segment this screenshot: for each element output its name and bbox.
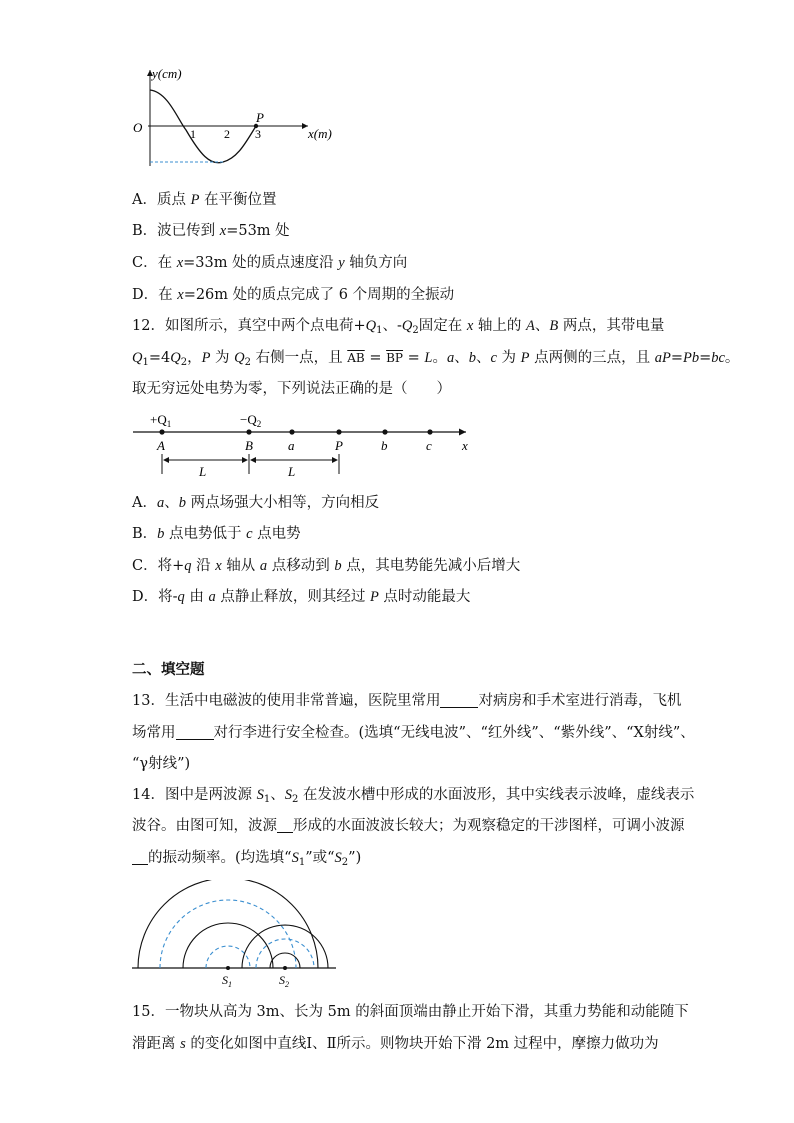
- label-P: P: [335, 438, 343, 453]
- label-small-b: b: [381, 438, 388, 453]
- q12-option-c: C．将+q 沿 x 轴从 a 点移动到 b 点，其电势能先减小后增大: [132, 558, 521, 574]
- q12-option-b: B．b 点电势低于 c 点电势: [132, 526, 301, 542]
- charges-axis-figure: [128, 408, 478, 480]
- q15-line2: 滑距离 s 的变化如图中直线Ⅰ、Ⅱ所示。则物块开始下滑 2m 过程中，摩擦力做功为: [132, 1036, 659, 1052]
- point-b-dot: [246, 429, 251, 434]
- q14-line3: 的振动频率。(均选填“$S_1$”或“$S_2$”): [132, 848, 361, 873]
- s2-label: $S_2$: [279, 973, 289, 989]
- point-a-dot: [159, 429, 164, 434]
- q12-stem-line1: 12．如图所示，真空中两个点电荷$+Q_1$、$-Q_2$固定在 x 轴上的 A、B 两点，其带电量: [132, 318, 665, 336]
- q14-blank-2[interactable]: [132, 850, 148, 865]
- tick-label-1: 1: [190, 127, 196, 141]
- q14-line1: 14．图中是两波源 $S_1$、$S_2$ 在发波水槽中形成的水面波形，其中实线表示波峰，虚线表示: [132, 787, 695, 805]
- label-small-a: a: [288, 438, 295, 453]
- point-p-dot: [336, 429, 341, 434]
- label-x: x: [462, 438, 468, 453]
- section-heading: 二、填空题: [132, 662, 205, 678]
- q12-stem-line2: $Q_1=4Q_2$，P 为 $Q_2$ 右侧一点，且 $\overline{AB} = \overline{BP} = L$。a、b、c 为 P 点两侧的三点，且 aP=Pb=bc。: [132, 350, 740, 368]
- point-p-label: P: [256, 110, 264, 125]
- q14-line2: 波谷。由图可知，波源 形成的水面波波长较大；为观察稳定的干涉图样，可调小波源: [132, 818, 685, 834]
- label-A: A: [157, 438, 165, 453]
- q12-option-a: A．a、b 两点场强大小相等，方向相反: [132, 495, 380, 511]
- label-minus-q2: $-Q_2$: [240, 412, 262, 429]
- label-L-bp: L: [288, 464, 296, 479]
- q13-line2: 场常用 对行李进行安全检查。(选填“无线电波”、“红外线”、“紫外线”、“X射线”、: [132, 725, 695, 741]
- q13-blank-1[interactable]: [440, 693, 478, 708]
- s1-label: $S_1$: [222, 973, 232, 989]
- q15-line1: 15．一物块从高为 3m、长为 5m 的斜面顶端由静止开始下滑，其重力势能和动能随下: [132, 1004, 689, 1020]
- q13-blank-2[interactable]: [176, 725, 214, 740]
- q14-blank-1[interactable]: [277, 818, 293, 833]
- tick-label-2: 2: [224, 127, 230, 141]
- tick-label-3: 3: [255, 127, 261, 141]
- label-B: B: [245, 438, 253, 453]
- q12-stem-line3: 取无穷远处电势为零，下列说法正确的是（ ）: [132, 381, 451, 397]
- y-axis-label: y(cm): [152, 66, 182, 81]
- wave-sources-figure: [128, 880, 343, 990]
- label-L-ab: L: [199, 464, 207, 479]
- wave-graph-figure: [128, 62, 348, 172]
- s1-dot: [226, 966, 230, 970]
- x-axis-label: x(m): [308, 126, 332, 141]
- label-c: c: [426, 438, 432, 453]
- q11-option-c: C．在 x=33m 处的质点速度沿 y 轴负方向: [132, 255, 408, 271]
- s1-crest-small: [183, 923, 273, 968]
- q13-line1: 13．生活中电磁波的使用非常普遍，医院里常用 对病房和手术室进行消毒，飞机: [132, 693, 682, 709]
- label-plus-q1: $+Q_1$: [150, 412, 172, 429]
- point-small-a-dot: [289, 429, 294, 434]
- q12-option-d: D．将-q 由 a 点静止释放，则其经过 P 点时动能最大: [132, 589, 471, 605]
- q11-option-a: A．质点 P 在平衡位置: [132, 192, 277, 208]
- q13-line3: “γ射线”): [132, 756, 191, 772]
- point-small-b-dot: [382, 429, 387, 434]
- origin-label: O: [133, 120, 143, 135]
- q11-option-b: B．波已传到 x=53m 处: [132, 223, 290, 239]
- point-c-dot: [427, 429, 432, 434]
- q11-option-d: D．在 x=26m 处的质点完成了 6 个周期的全振动: [132, 287, 455, 303]
- s1-trough-large: [160, 900, 296, 968]
- s2-dot: [283, 966, 287, 970]
